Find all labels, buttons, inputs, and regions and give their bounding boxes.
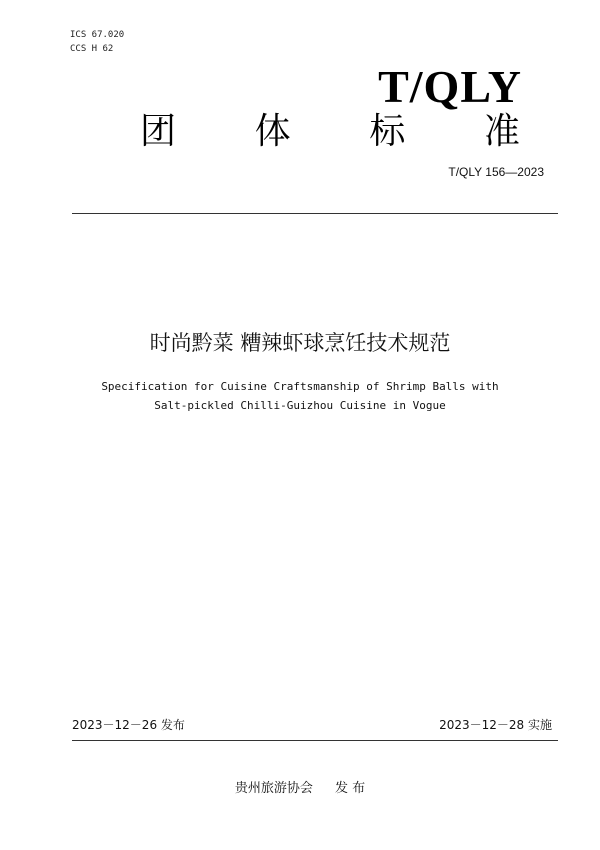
english-title-line: Specification for Cuisine Craftsmanship of Shrimp Balls with [101, 380, 499, 393]
classification-codes [70, 28, 124, 56]
issue-date: 2023－12－26 发布 [72, 718, 185, 732]
brand-mark: T/QLY [378, 61, 522, 112]
publisher-line [0, 777, 600, 796]
standard-type-char: 体 [254, 111, 291, 152]
document-title-chinese: 时尚黔菜 糟辣虾球烹饪技术规范 [149, 331, 451, 355]
publisher-name: 贵州旅游协会 [234, 781, 313, 796]
header-divider [72, 213, 558, 214]
standard-number: T/QLY 156—2023 [448, 165, 544, 179]
english-title-line: Salt-pickled Chilli-Guizhou Cuisine in Vogue [154, 399, 446, 412]
standard-type-title [140, 110, 520, 154]
ics-code: ICS 67.020 [70, 30, 125, 40]
publish-label: 发 布 [334, 781, 366, 796]
standard-type-char: 团 [140, 111, 177, 152]
ccs-code: CCS H 62 [70, 44, 114, 54]
implementation-date: 2023－12－28 实施 [439, 718, 552, 732]
standard-type-char: 标 [369, 111, 406, 152]
footer-divider [72, 740, 558, 741]
standard-type-char: 准 [483, 111, 520, 152]
document-title-english [0, 377, 600, 415]
